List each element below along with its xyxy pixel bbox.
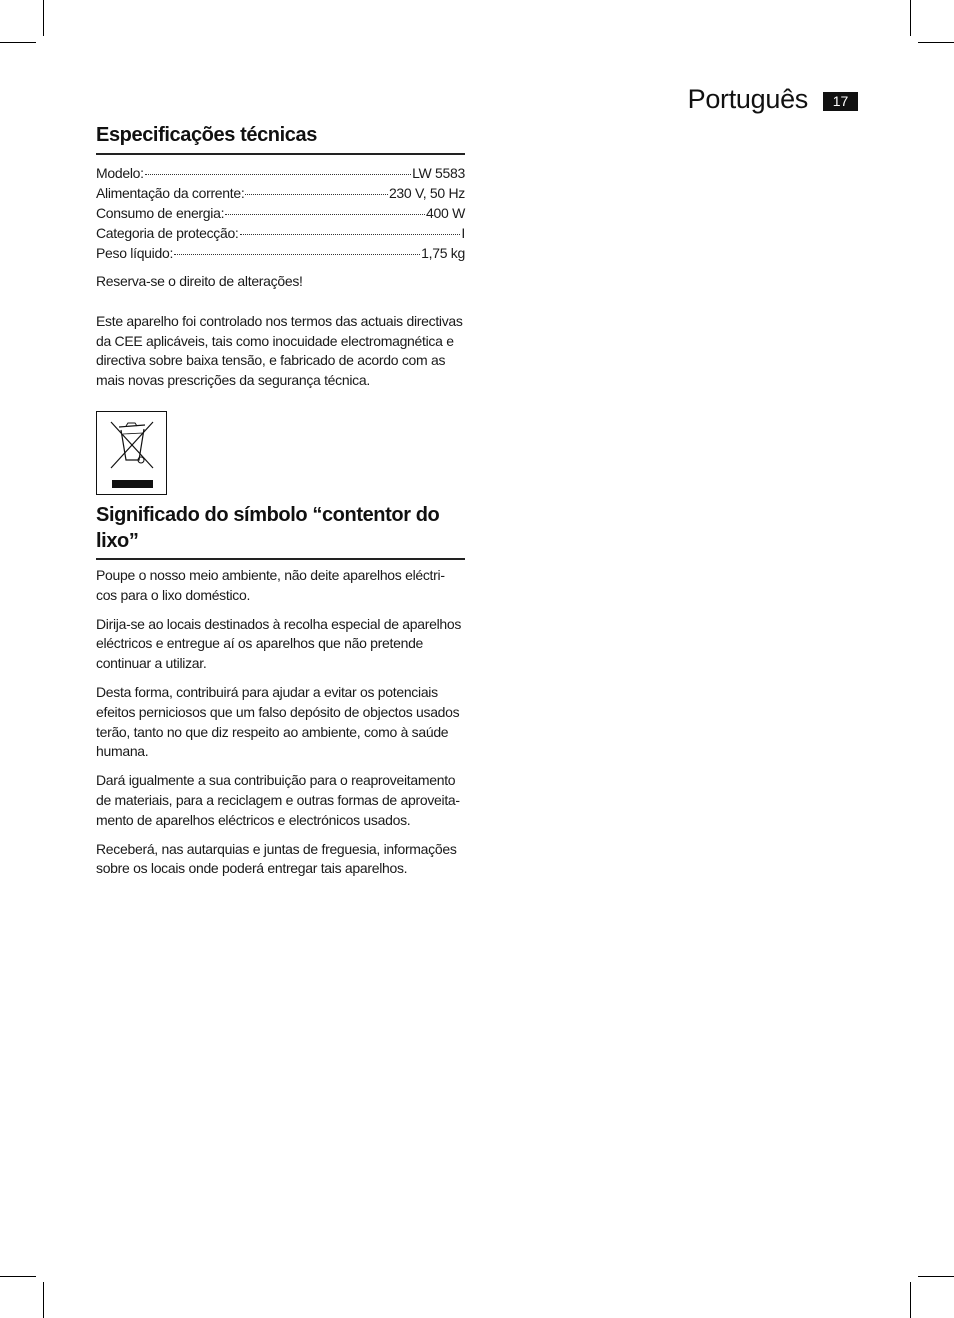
conformity-text: Este aparelho foi controlado nos termos das actuais directivas da CEE aplicáveis, tais como inocuidade electromagnética e directiva sobre baixa tensão, e fabricado de acordo com as mais novas prescrições da segurança técnica. — [96, 312, 463, 389]
crop-mark — [910, 1282, 911, 1318]
spec-value: 1,75 kg — [421, 245, 465, 261]
spec-row-model — [96, 163, 465, 183]
crop-mark — [910, 0, 911, 36]
specs-section — [96, 122, 465, 391]
disposal-section — [96, 502, 465, 879]
dot-leader — [240, 233, 461, 235]
spec-value: I — [461, 225, 465, 241]
disposal-paragraph: Poupe o nosso meio ambiente, não deite aparelhos eléctri-cos para o lixo doméstico. — [96, 567, 445, 603]
spec-label: Alimentação da corrente: — [96, 185, 245, 201]
dot-leader — [245, 193, 387, 195]
page-number: 17 — [823, 92, 858, 111]
reserve-note: Reserva-se o direito de alterações! — [96, 273, 303, 289]
crop-mark — [918, 42, 954, 43]
crossed-out-wheelie-bin-icon — [96, 411, 167, 495]
crop-mark — [0, 1276, 36, 1277]
dot-leader — [145, 173, 411, 175]
dot-leader — [225, 213, 425, 215]
disposal-paragraph: Dará igualmente a sua contribuição para o reaproveitamento de materiais, para a reciclagem e outras formas de aproveita-mento de aparelhos eléctricos e electrónicos usados. — [96, 772, 460, 828]
spec-row-protection-class — [96, 223, 465, 243]
spec-row-power-supply — [96, 183, 465, 203]
spec-label: Consumo de energia: — [96, 205, 225, 221]
disposal-paragraph: Dirija-se ao locais destinados à recolha especial de aparelhos eléctricos e entregue aí os aparelhos que não pretende continuar a utilizar. — [96, 615, 462, 672]
spec-value: 230 V, 50 Hz — [388, 185, 465, 201]
disposal-paragraph: Receberá, nas autarquias e juntas de freguesia, informações sobre os locais onde poderá entregar tais aparelhos. — [96, 840, 457, 877]
crop-mark — [918, 1276, 954, 1277]
crop-mark — [43, 1282, 44, 1318]
specs-table — [96, 163, 465, 263]
crop-mark — [43, 0, 44, 36]
spec-label: Categoria de protecção: — [96, 225, 239, 241]
spec-value: LW 5583 — [412, 165, 465, 181]
spec-label: Peso líquido: — [96, 245, 174, 261]
spec-value: 400 W — [426, 205, 465, 221]
disposal-heading: Significado do símbolo “contentor do lixo” — [96, 502, 465, 560]
spec-row-net-weight — [96, 243, 465, 263]
specs-heading: Especificações técnicas — [96, 122, 465, 155]
disposal-paragraph: Desta forma, contribuirá para ajudar a evitar os potenciais efeitos perniciosos que um falso depósito de objectos usados terão, tanto no que diz respeito ao ambiente, como à saúde humana. — [96, 683, 460, 760]
dot-leader — [174, 253, 420, 255]
spec-label: Modelo: — [96, 165, 144, 181]
spec-row-power-consumption — [96, 203, 465, 223]
crop-mark — [0, 42, 36, 43]
language-title: Português — [687, 84, 808, 114]
